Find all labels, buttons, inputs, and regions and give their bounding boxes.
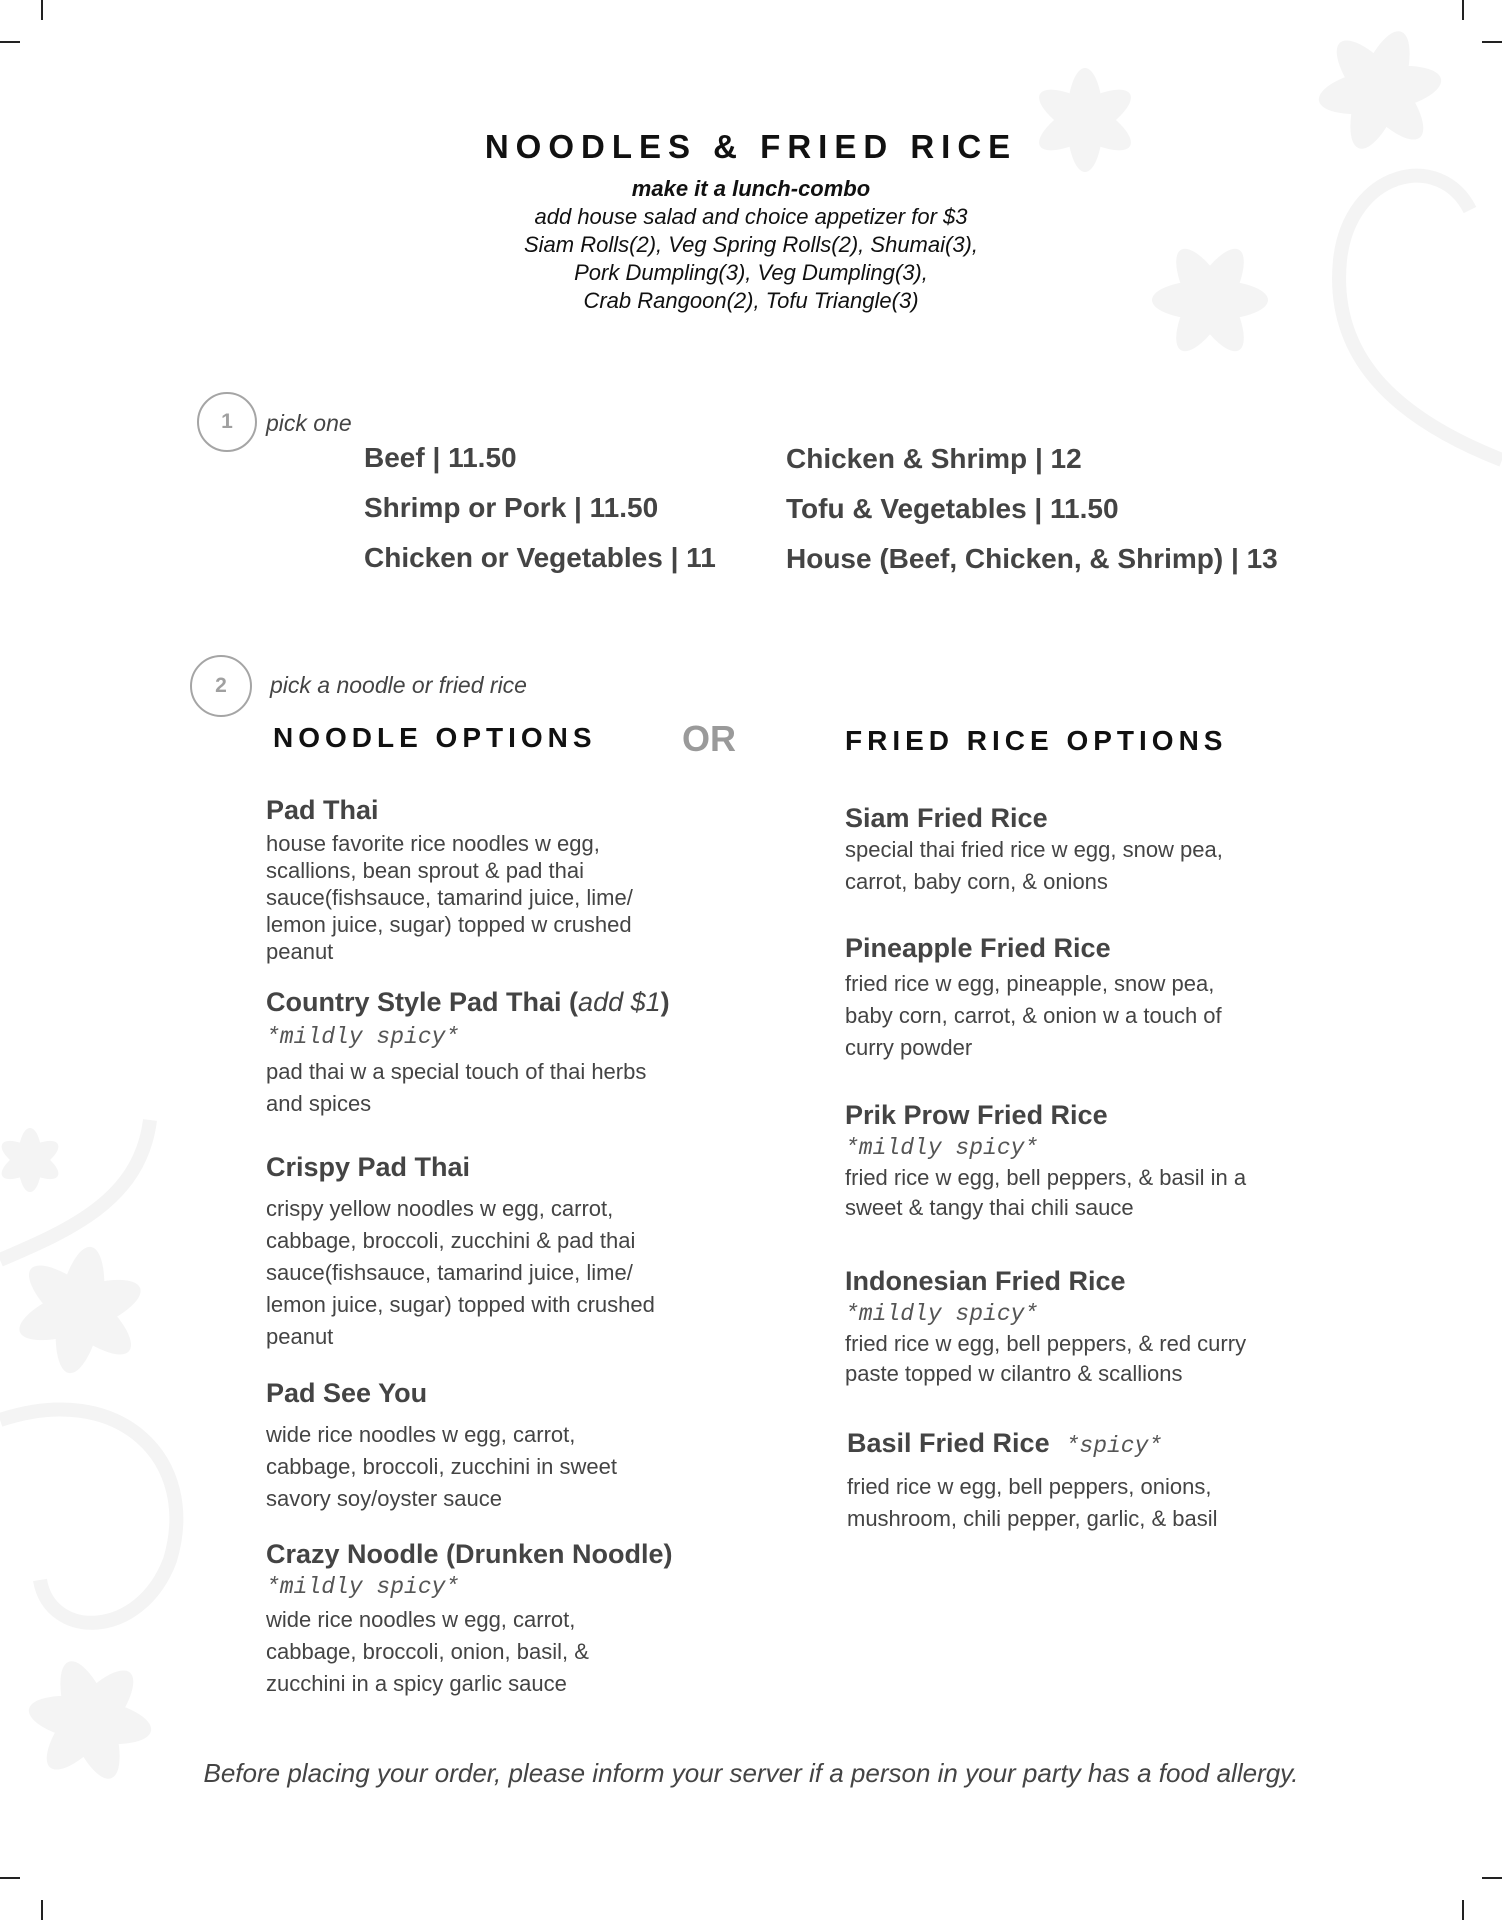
dish-item <box>847 1428 1317 1535</box>
dish-item <box>845 803 1285 898</box>
dish-name: Prik Prow Fried Rice <box>845 1100 1108 1130</box>
dish-item <box>266 987 706 1120</box>
step-1-badge <box>197 392 257 452</box>
dish-description: pad thai w a special touch of thai herbs and spices <box>266 1059 647 1116</box>
dish-description: wide rice noodles w egg, carrot, cabbage, broccoli, zucchini in sweet savory soy/oyster sauce <box>266 1422 617 1511</box>
spicy-level: *mildly spicy* <box>845 1301 1039 1327</box>
dish-name <box>266 987 706 1018</box>
dish-item <box>266 1539 706 1700</box>
dish-name-text: Basil Fried Rice <box>847 1428 1050 1458</box>
dish-name <box>847 1428 1317 1459</box>
protein-list-right <box>786 434 1278 584</box>
step-2-badge <box>190 655 252 717</box>
combo-line: Siam Rolls(2), Veg Spring Rolls(2), Shumai(3), <box>524 232 978 257</box>
dish-name: Pad Thai <box>266 795 379 825</box>
lunch-combo-note <box>0 175 1502 315</box>
step-2-hint: pick a noodle or fried rice <box>270 672 527 698</box>
step-1-hint: pick one <box>266 410 352 436</box>
combo-line: Pork Dumpling(3), Veg Dumpling(3), <box>574 260 928 285</box>
dish-item <box>266 1152 706 1353</box>
protein-option: Beef | 11.50 <box>364 442 517 473</box>
dish-description: house favorite rice noodles w egg, scallions, bean sprout & pad thai sauce(fishsauce, tamarind juice, lime/ lemon juice, sugar) topped w crushed peanut <box>266 831 633 964</box>
fried-rice-options-heading: FRIED RICE OPTIONS <box>845 725 1228 756</box>
combo-lead: make it a lunch-combo <box>631 176 871 201</box>
combo-line: Crab Rangoon(2), Tofu Triangle(3) <box>583 288 919 313</box>
step-number: 2 <box>215 674 227 697</box>
dish-name: Pineapple Fried Rice <box>845 933 1111 963</box>
allergy-notice: Before placing your order, please inform your server if a person in your party has a food allergy. <box>203 1758 1299 1788</box>
dish-description: fried rice w egg, bell peppers, & basil in a sweet & tangy thai chili sauce <box>845 1165 1247 1220</box>
dish-description: special thai fried rice w egg, snow pea, carrot, baby corn, & onions <box>845 837 1223 894</box>
dish-item <box>845 933 1285 1064</box>
dish-name-text: Country Style Pad Thai ( <box>266 987 579 1017</box>
dish-name: Pad See You <box>266 1378 428 1408</box>
spicy-level: *spicy* <box>1065 1433 1163 1459</box>
dish-name: Siam Fried Rice <box>845 803 1048 833</box>
flower-icon <box>12 1243 147 1377</box>
dish-name: Crazy Noodle (Drunken Noodle) <box>266 1539 673 1569</box>
surcharge-note: add $1 <box>578 987 661 1017</box>
dish-description: crispy yellow noodles w egg, carrot, cabbage, broccoli, zucchini & pad thai sauce(fishsauce, tamarind juice, lime/ lemon juice, sugar) topped with crushed peanut <box>266 1196 655 1349</box>
dish-description: fried rice w egg, bell peppers, onions, mushroom, chili pepper, garlic, & basil <box>847 1474 1218 1531</box>
dish-item <box>845 1100 1285 1223</box>
or-divider: OR <box>682 718 736 759</box>
noodle-options-heading: NOODLE OPTIONS <box>273 722 597 753</box>
spicy-level: *mildly spicy* <box>845 1135 1039 1161</box>
protein-option: House (Beef, Chicken, & Shrimp) | 13 <box>786 543 1278 574</box>
dish-item <box>266 795 706 965</box>
dish-name: Indonesian Fried Rice <box>845 1266 1126 1296</box>
dish-item <box>845 1266 1285 1389</box>
spicy-level: *mildly spicy* <box>266 1024 460 1050</box>
dish-description: fried rice w egg, pineapple, snow pea, baby corn, carrot, & onion w a touch of curry powder <box>845 971 1222 1060</box>
combo-line: add house salad and choice appetizer for $3 <box>534 204 968 229</box>
dish-description: wide rice noodles w egg, carrot, cabbage, broccoli, onion, basil, & zucchini in a spicy garlic sauce <box>266 1607 589 1696</box>
protein-option: Tofu & Vegetables | 11.50 <box>786 493 1119 524</box>
protein-option: Chicken & Shrimp | 12 <box>786 443 1082 474</box>
protein-option: Chicken or Vegetables | 11 <box>364 542 716 573</box>
flower-icon <box>0 1128 64 1192</box>
dish-item <box>266 1378 706 1515</box>
page-title: NOODLES & FRIED RICE <box>484 128 1018 165</box>
spicy-level: *mildly spicy* <box>266 1574 460 1600</box>
dish-name: Crispy Pad Thai <box>266 1152 471 1182</box>
protein-option: Shrimp or Pork | 11.50 <box>364 492 659 523</box>
dish-description: fried rice w egg, bell peppers, & red curry paste topped w cilantro & scallions <box>845 1331 1247 1386</box>
step-number: 1 <box>221 410 233 433</box>
dish-name-end: ) <box>660 987 670 1017</box>
protein-list-left <box>364 433 716 583</box>
